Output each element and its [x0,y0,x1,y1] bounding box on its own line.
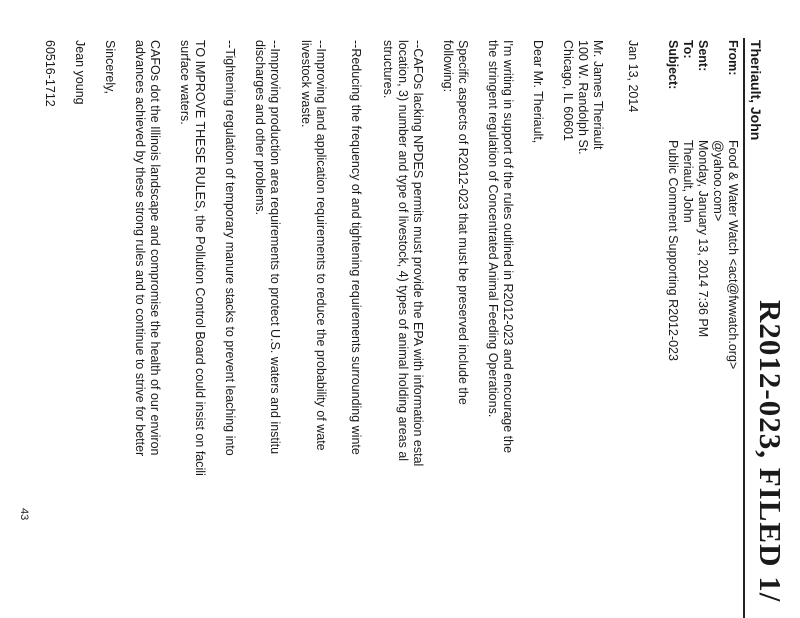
letter-date: Jan 13, 2014 [626,40,640,113]
closing-line-1: TO IMPROVE THESE RULES, the Pollution Control Board could insist on facili [193,40,207,476]
address-line-2: 100 W. Randolph St. [576,40,590,155]
item-1-line-3: structures. [381,40,395,99]
from-value: Food & Water Watch <act@fwwatch.org> [726,140,740,370]
aspects-line-1: Specific aspects of R2012-023 that must be preserved include the [456,40,470,405]
item-4-line-2: discharges and other problems. [253,40,267,216]
signer-zip: 60516-1712 [43,40,57,107]
item-4-line-1: --Improving production area requirements to protect U.S. waters and institu [268,40,282,455]
signoff: Sincerely, [103,40,117,94]
final-paragraph-line-1: CAFOs dot the Illinois landscape and compromise the health of our environ [148,40,162,456]
item-3-line-1: --Improving land application requirements to reduce the probability of wate [314,40,328,451]
item-2: --Reducing the frequency of and tightening requirements surrounding winte [349,40,363,455]
item-5: --Tightening regulation of temporary manure stacks to prevent leaching into [223,40,237,456]
subject-value: Public Comment Supporting R2012-023 [666,140,680,361]
item-3-line-2: livestock waste. [299,40,313,128]
final-paragraph-line-2: advances achieved by these strong rules and to continue to strive for better [133,40,147,457]
header-divider [743,38,745,618]
sent-label: Sent: [696,40,710,72]
sent-value: Monday, January 13, 2014 7:36 PM [696,140,710,338]
intro-line-1: I'm writing in support of the rules outlined in R2012-023 and encourage the [501,40,515,454]
signer-name: Jean young [73,40,87,105]
item-1-line-2: location, 3) number and type of livestock, 4) types of animal holding areas al [396,40,410,462]
to-value: Theriault, John [681,140,695,223]
intro-line-2: the stringent regulation of Concentrated Animal Feeding Operations. [486,40,500,418]
closing-line-2: surface waters. [178,40,192,125]
aspects-line-2: following: [441,40,455,93]
address-line-3: Chicago, IL 60601 [561,40,575,142]
from-value-continued: @yahoo.com> [711,140,725,222]
to-label: To: [681,40,695,59]
from-label: From: [726,40,740,76]
address-line-1: Mr. James Theriault [591,40,605,150]
item-1-line-1: --CAFOs lacking NPDES permits must provide the EPA with information estal [411,40,425,467]
filing-stamp: R2012-023, FILED 1/ [753,300,788,603]
email-sender-name: Theriault, John [748,40,764,141]
salutation: Dear Mr. Theriault, [531,40,545,144]
page-number: 43 [18,508,30,521]
subject-label: Subject: [666,40,680,90]
